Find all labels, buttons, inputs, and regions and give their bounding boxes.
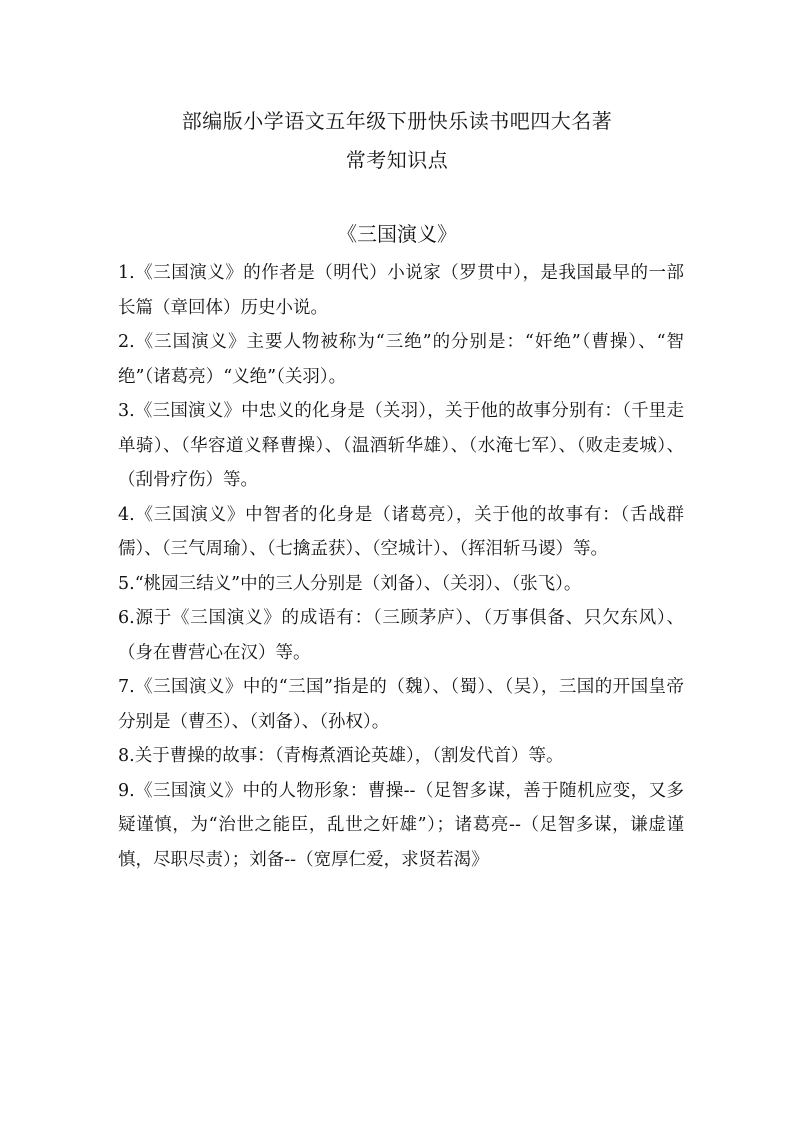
list-item: 1.《三国演义》的作者是（明代）小说家（罗贯中），是我国最早的一部长篇（章回体）历史小说。: [118, 263, 684, 318]
page-subtitle: 常考知识点: [345, 148, 449, 172]
list-item: 7.《三国演义》中的“三国”指是的（魏）、（蜀）、（吴），三国的开国皇帝分别是（曹丕）、（刘备）、（孙权）。: [118, 677, 684, 732]
list-item: 8.关于曹操的故事：（青梅煮酒论英雄），（割发代首）等。: [118, 746, 564, 766]
list-item: 2.《三国演义》主要人物被称为“三绝”的分别是：“奸绝”（曹操）、“智绝”（诸葛亮）“义绝”（关羽）。: [118, 332, 684, 387]
list-item: 5.“桃园三结义”中的三人分别是（刘备）、（关羽）、（张飞）。: [118, 573, 582, 594]
section-heading: 《三国演义》: [337, 222, 457, 246]
list-item: 4.《三国演义》中智者的化身是（诸葛亮），关于他的故事有：（舌战群儒）、（三气周瑜）、（七擒孟获）、（空城计）、（挥泪斩马谡）等。: [118, 504, 684, 559]
question-list: [118, 256, 684, 877]
list-item: 3.《三国演义》中忠义的化身是（关羽），关于他的故事分别有：（千里走单骑）、（华容道义释曹操）、（温酒斩华雄）、（水淹七军）、（败走麦城）、（刮骨疗伤）等。: [118, 401, 684, 490]
list-item: 6.源于《三国演义》的成语有：（三顾茅庐）、（万事俱备、只欠东风）、（身在曹营心在汉）等。: [118, 608, 684, 663]
page-title: 部编版小学语文五年级下册快乐读书吧四大名著: [181, 109, 613, 133]
list-item: 9.《三国演义》中的人物形象：曹操--（足智多谋，善于随机应变，又多疑谨慎，为“治世之能臣，乱世之奸雄”）；诸葛亮--（足智多谋，谦虚谨慎，尽职尽责）；刘备--（宽厚仁爱，求贤若渴》: [118, 780, 684, 870]
